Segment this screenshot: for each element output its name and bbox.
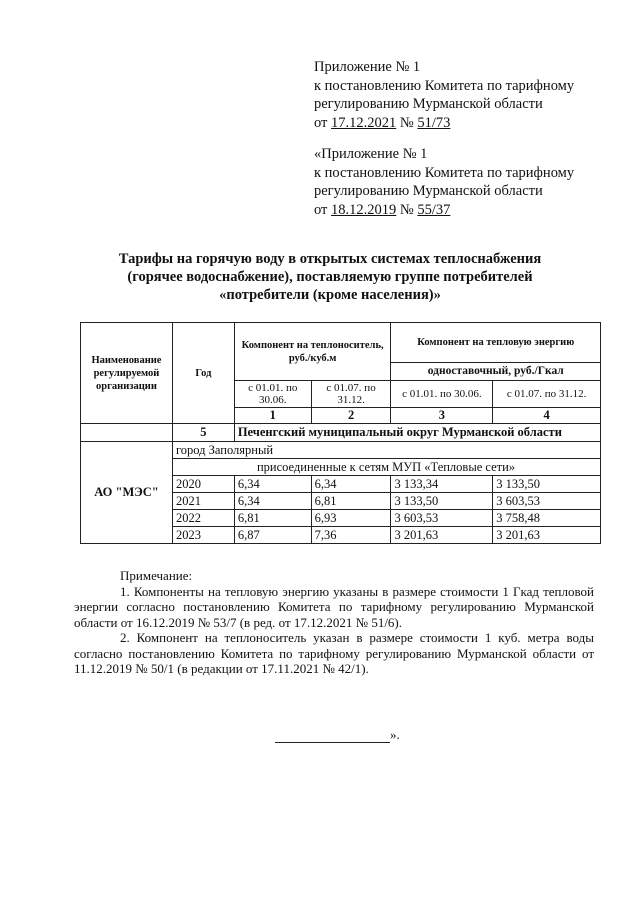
document-title <box>70 250 590 304</box>
carrier-h1-cell: 6,34 <box>234 476 311 493</box>
appendix-date-line <box>314 114 574 133</box>
tariff-table <box>80 322 601 544</box>
carrier-h1-cell: 6,34 <box>234 493 311 510</box>
header-period-3: с 01.01. по 30.06. <box>391 381 493 408</box>
org-name: АО "МЭС" <box>81 442 173 544</box>
column-number: 3 <box>391 408 493 424</box>
column-number: 1 <box>234 408 311 424</box>
year-cell: 2022 <box>172 510 234 527</box>
energy-h2-cell: 3 133,50 <box>493 476 601 493</box>
notes-heading: Примечание: <box>120 568 193 583</box>
year-cell: 2020 <box>172 476 234 493</box>
appendix-date-line <box>314 201 574 220</box>
appendix-block-current <box>314 58 574 132</box>
appendix-block-original <box>314 145 574 219</box>
resolution-number: 51/73 <box>417 114 451 131</box>
energy-h2-cell: 3 201,63 <box>493 527 601 544</box>
carrier-h2-cell: 6,34 <box>311 476 391 493</box>
signature-line <box>275 742 390 743</box>
header-year: Год <box>172 323 234 424</box>
appendix-line: регулированию Мурманской области <box>314 183 543 199</box>
note-item: 2. Компонент на теплоноситель указан в размере стоимости 1 куб. метра воды согласно постановлению Комитета по тарифному регулированию Мурманской области от 11.12.2019 № 50/1 (в редакции от 17.11.2021 № 42/1). <box>74 630 594 676</box>
header-org-spacer <box>81 424 173 442</box>
carrier-h2-cell: 6,93 <box>311 510 391 527</box>
energy-h1-cell: 3 201,63 <box>391 527 493 544</box>
title-line: «потребители (кроме населения)» <box>219 287 441 303</box>
resolution-date: 18.12.2019 <box>331 201 397 218</box>
column-number: 2 <box>311 408 391 424</box>
header-energy: Компонент на тепловую энергию <box>391 323 601 363</box>
header-org: Наименование регулируемой организации <box>81 323 173 424</box>
notes-section <box>74 568 594 677</box>
appendix-line: к постановлению Комитета по тарифному <box>314 164 575 181</box>
closing-mark <box>275 727 400 743</box>
column-number: 4 <box>493 408 601 424</box>
from-label: от <box>314 114 328 131</box>
note-item: 1. Компоненты на тепловую энергию указаны в размере стоимости 1 Гкад тепловой энергии согласно постановлению Комитета по тарифному регулированию Мурманской области от 16.12.2019 № 53/7 (в ред. от 17.12.2021 № 51/6). <box>74 583 594 630</box>
year-cell: 2023 <box>172 527 234 544</box>
header-single-rate: одноставочный, руб./Гкал <box>391 363 601 381</box>
appendix-title: Приложение № 1 <box>314 59 421 75</box>
title-line: (горячее водоснабжение), поставляемую группе потребителей <box>127 269 533 285</box>
number-sign: № <box>399 114 414 131</box>
resolution-date: 17.12.2021 <box>331 114 397 131</box>
energy-h1-cell: 3 133,34 <box>391 476 493 493</box>
header-carrier: Компонент на теплоноситель, руб./куб.м <box>234 323 391 381</box>
carrier-h2-cell: 7,36 <box>311 527 391 544</box>
closing-quote: ». <box>390 727 400 742</box>
connection-row: присоединенные к сетям МУП «Тепловые сети» <box>172 459 600 476</box>
header-period-4: с 01.07. по 31.12. <box>493 381 601 408</box>
header-period-1: с 01.01. по 30.06. <box>234 381 311 408</box>
resolution-number: 55/37 <box>417 201 451 218</box>
district-row: Печенгский муниципальный округ Мурманской области <box>234 424 600 442</box>
year-cell: 2021 <box>172 493 234 510</box>
carrier-h1-cell: 6,87 <box>234 527 311 544</box>
city-row: город Заполярный <box>172 442 600 459</box>
energy-h2-cell: 3 758,48 <box>493 510 601 527</box>
energy-h1-cell: 3 603,53 <box>391 510 493 527</box>
appendix-title: «Приложение № 1 <box>314 146 428 162</box>
from-label: от <box>314 201 328 218</box>
carrier-h2-cell: 6,81 <box>311 493 391 510</box>
header-period-2: с 01.07. по 31.12. <box>311 381 391 408</box>
number-sign: № <box>399 201 414 218</box>
column-number: 5 <box>172 424 234 442</box>
title-line: Тарифы на горячую воду в открытых системах теплоснабжения <box>118 251 542 267</box>
energy-h2-cell: 3 603,53 <box>493 493 601 510</box>
appendix-line: к постановлению Комитета по тарифному <box>314 77 575 94</box>
appendix-line: регулированию Мурманской области <box>314 96 543 112</box>
carrier-h1-cell: 6,81 <box>234 510 311 527</box>
energy-h1-cell: 3 133,50 <box>391 493 493 510</box>
